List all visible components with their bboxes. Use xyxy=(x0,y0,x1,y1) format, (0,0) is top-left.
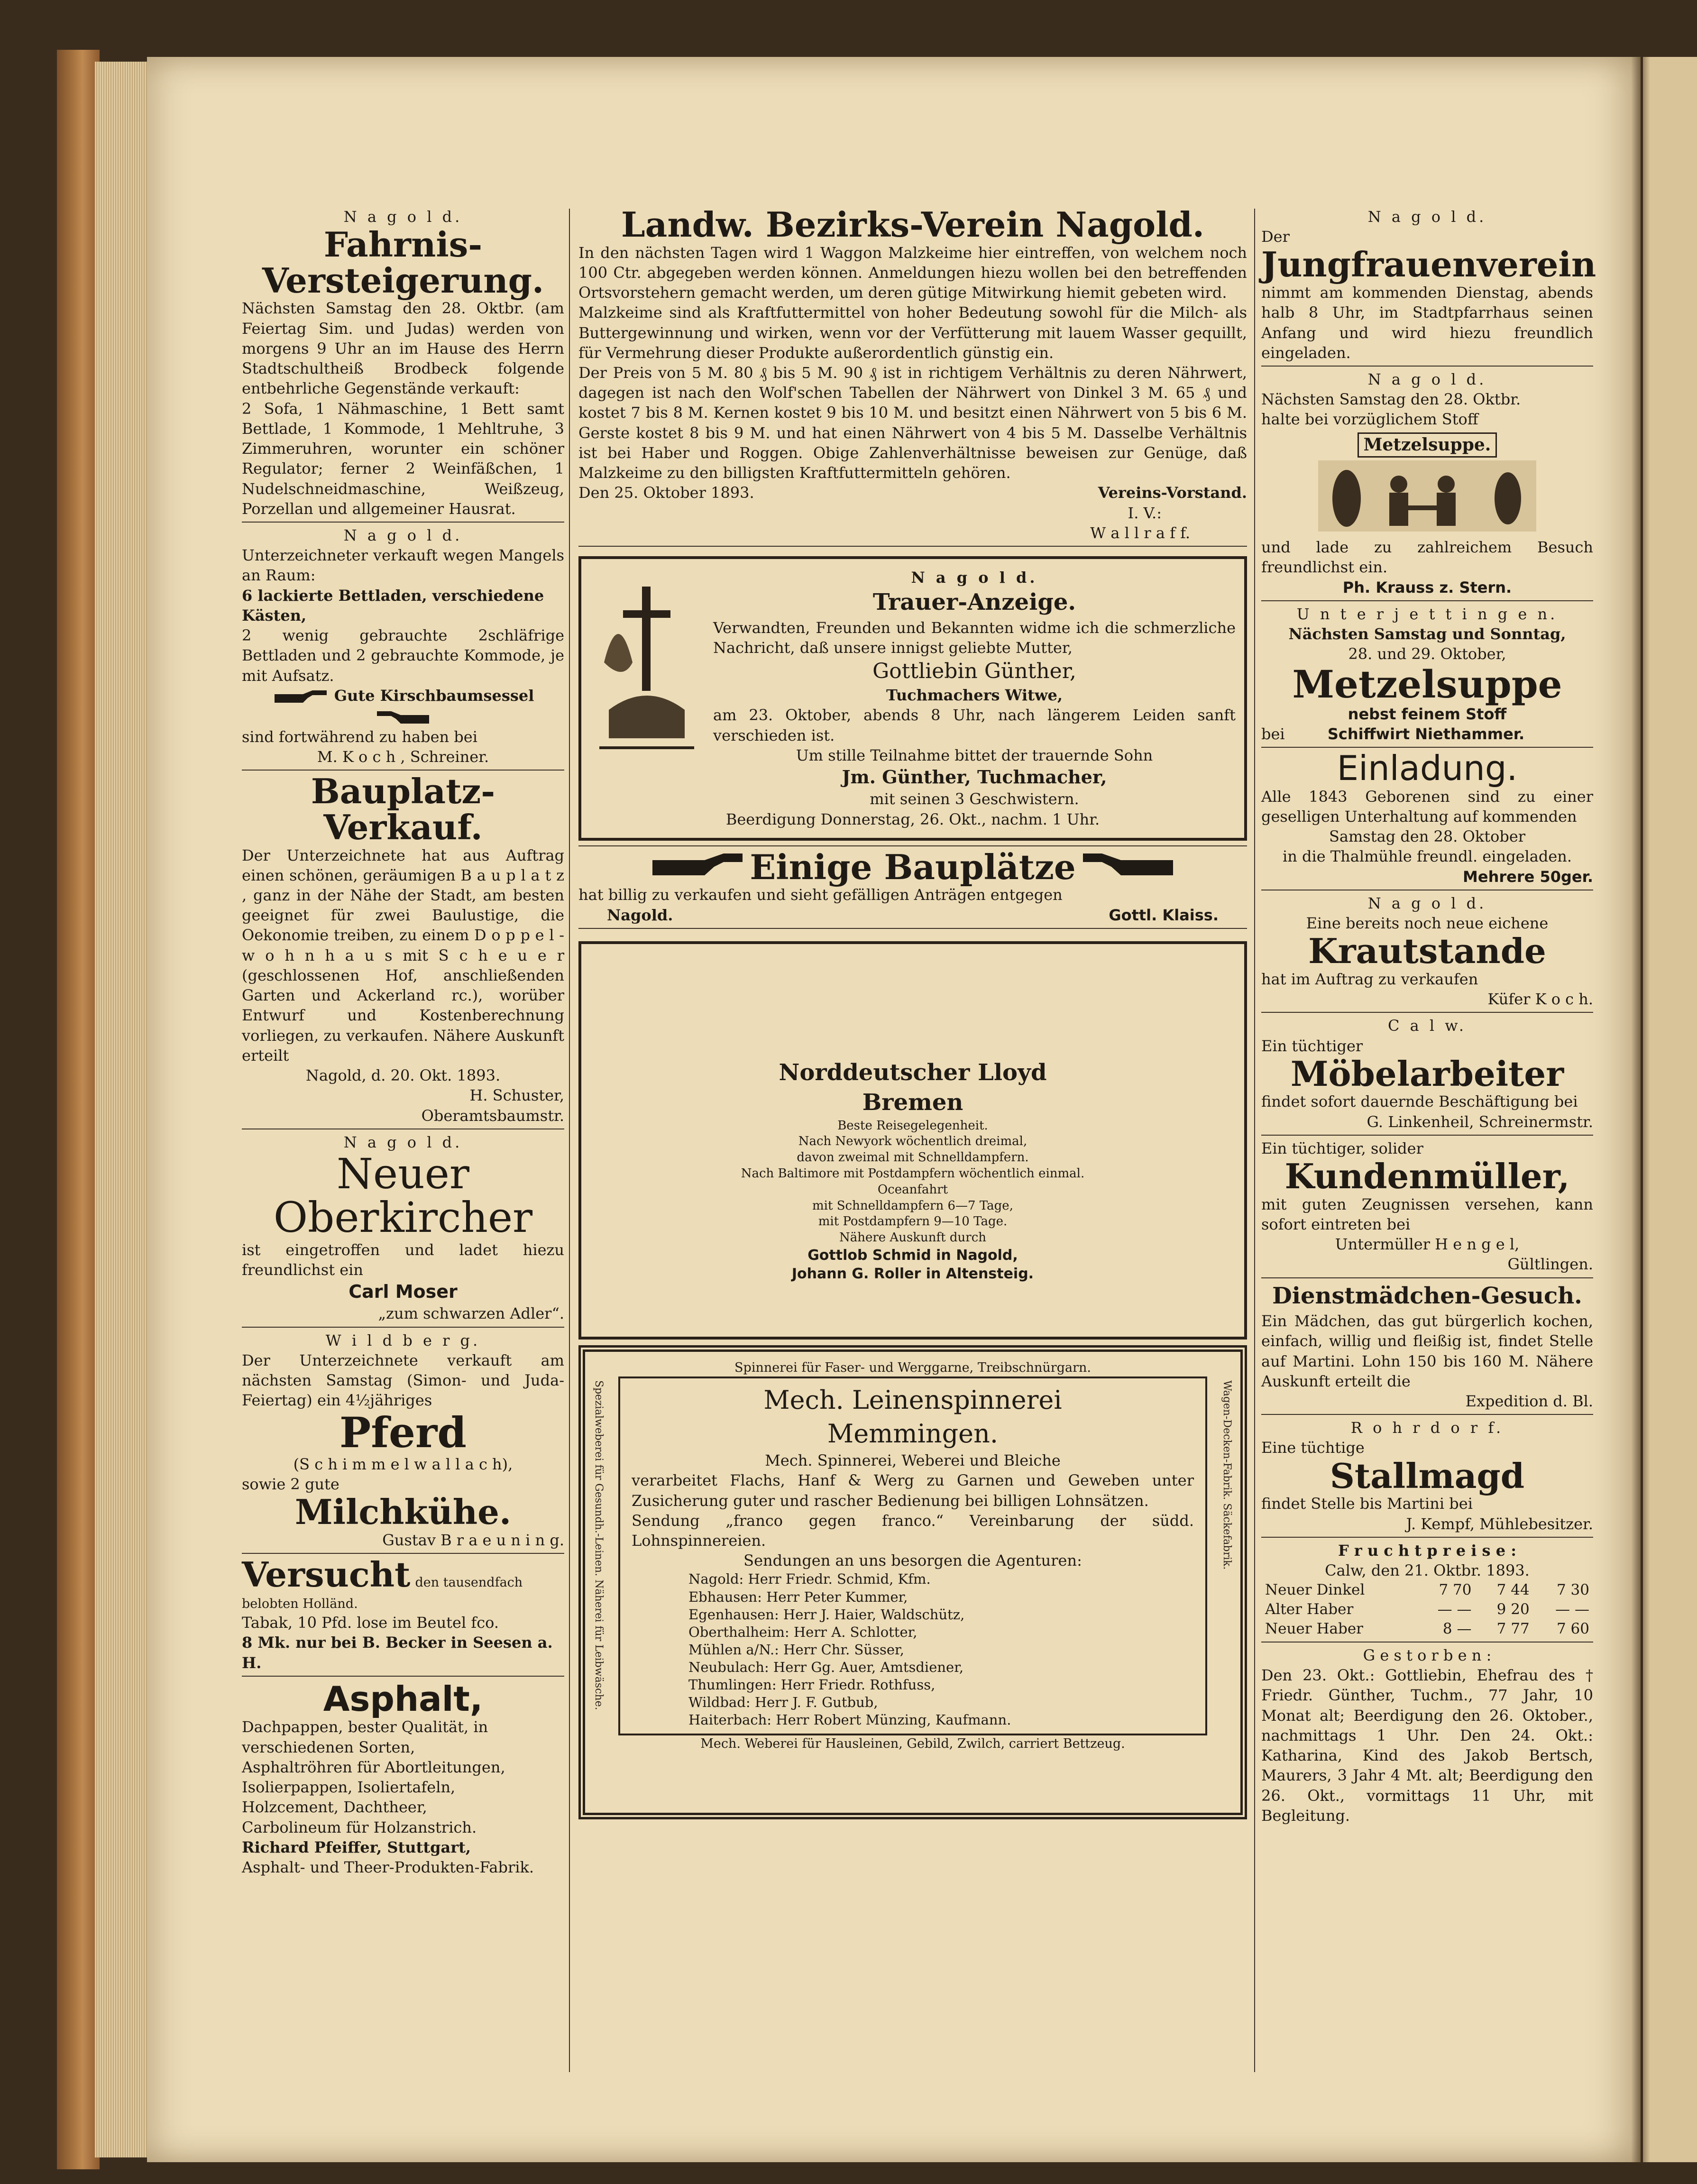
gestorben xyxy=(1261,1643,1593,1826)
ad-signature: Asphalt- und Theer-Produkten-Fabrik. xyxy=(242,1858,534,1877)
ad-funeral: Beerdigung Donnerstag, 26. Okt., nachm. 1 Uhr. xyxy=(725,810,1100,828)
table-row xyxy=(1261,1600,1593,1619)
ad-metzelsuppe-niethammer xyxy=(1261,601,1593,748)
pointing-hand-icon xyxy=(375,708,431,727)
ad-title: Metzelsuppe xyxy=(1292,661,1562,707)
ad-place: N a g o l d. xyxy=(1367,370,1487,388)
tavern-scene-illustration xyxy=(1318,460,1536,532)
ad-line: mit Postdampfern 9—10 Tage. xyxy=(818,1214,1008,1229)
ad-body: Eine bereits noch neue eichene xyxy=(1306,914,1549,933)
ad-lloyd xyxy=(578,941,1247,1340)
column-middle xyxy=(578,204,1247,1825)
ad-tabak xyxy=(242,1554,564,1677)
ad-signature: Gottl. Klaiss. xyxy=(1109,906,1219,924)
ad-highlight: 6 lackierte Bettladen, verschiedene Kästen, xyxy=(242,586,544,624)
ad-title: Verkauf. xyxy=(323,807,483,847)
ad-title: Norddeutscher Lloyd xyxy=(779,1059,1047,1086)
grain-name: Alter Haber xyxy=(1265,1601,1354,1618)
grain-name: Neuer Dinkel xyxy=(1265,1581,1365,1599)
ad-body: Sendungen an uns besorgen die Agenturen: xyxy=(743,1551,1082,1570)
ad-title: Einladung. xyxy=(1337,748,1518,789)
ad-line: Beste Reisegelegenheit. xyxy=(837,1118,988,1133)
ad-signature: Oberamtsbaumstr. xyxy=(421,1106,564,1125)
ad-body: Der Unterzeichnete hat aus Auftrag einen schönen, geräumigen B a u p l a t z , ganz in der Nähe der Stadt, am besten geeignet für zwei Baulustige, die Oekonomie treiben, zu einem D o p p e l - w o h n h a u s mit S c h e u e r (geschlossenen Hof, anschließenden Garten und Ackerland rc.), worüber Entwurf und Kostenberechnung vorliegen, zu verkaufen. Nähere Auskunft erteilt xyxy=(242,846,564,1064)
ad-signature: Schiffwirt Niethammer. xyxy=(1327,725,1525,743)
agent-item: Haiterbach: Herr Robert Münzing, Kaufmann. xyxy=(688,1712,1011,1728)
grain-price: 7 70 xyxy=(1439,1581,1472,1599)
ad-title: Trauer-Anzeige. xyxy=(872,589,1076,616)
ad-signature: mit seinen 3 Geschwistern. xyxy=(870,790,1079,808)
ad-body: am 23. Oktober, abends 8 Uhr, nach längerem Leiden sanft verschieden ist. xyxy=(713,706,1236,744)
ad-title: Dienstmädchen-Gesuch. xyxy=(1272,1282,1582,1309)
facing-page-edge xyxy=(1643,57,1697,2162)
ad-body: (S c h i m m e l w a l l a c h), xyxy=(293,1455,513,1474)
ad-agent: Gottlob Schmid in Nagold, xyxy=(807,1247,1018,1264)
ad-body: Sendung „franco gegen franco.“ Vereinbarung der südd. Lohnspinnereien. xyxy=(632,1511,1194,1550)
ad-title: Pferd xyxy=(339,1407,467,1457)
ad-line: Dachpappen, bester Qualität, in verschiedenen Sorten, xyxy=(242,1718,488,1756)
ad-line: Nach Baltimore mit Postdampfern wöchentlich einmal. xyxy=(741,1166,1085,1181)
ad-body: findet sofort dauernde Beschäftigung bei xyxy=(1261,1092,1578,1111)
fruchtpreise xyxy=(1261,1538,1593,1643)
ad-place: U n t e r j e t t i n g e n. xyxy=(1296,605,1558,623)
ad-body: Tuchmachers Witwe, xyxy=(886,686,1063,705)
grain-price: 7 30 xyxy=(1556,1581,1589,1599)
ad-signature: Expedition d. Bl. xyxy=(1465,1392,1593,1410)
ad-name: Gottliebin Günther, xyxy=(872,659,1076,684)
ad-date: Nagold, d. 20. Okt. 1893. xyxy=(305,1066,501,1085)
ad-body: 2 wenig gebrauchte 2schläfrige Bettladen und 2 gebrauchte Kommode, je mit Aufsatz. xyxy=(242,626,564,685)
column-left xyxy=(242,204,564,1877)
ad-body: Alle 1843 Geborenen sind zu einer geselligen Unterhaltung auf kommenden xyxy=(1261,787,1593,826)
ad-title: Oberkircher xyxy=(273,1193,533,1242)
ad-line: Isolierpappen, Isoliertafeln, xyxy=(242,1778,456,1797)
ad-body: Ein Mädchen, das gut bürgerlich kochen, einfach, willig und fleißig ist, findet Stelle auf Martini. Lohn 150 bis 160 M. Nähere Auskunft erteilt die xyxy=(1261,1312,1593,1390)
ad-place: N a g o l d. xyxy=(911,569,1038,587)
ad-body: Der Preis von 5 M. 80 ₰ bis 5 M. 90 ₰ ist in richtigem Verhältnis zu deren Nährwert, dagegen ist nach den Wolf'schen Tabellen der Nährwert von Dinkel 3 M. 65 ₰ und kostet 7 bis 8 M. Kernen kostet 9 bis 10 M. und besitzt einen Nährwert von 5 bis 6 M. Gerste kostet 8 bis 9 M. und hat einen Nährwert von 4 bis 5 M. Dasselbe Verhältnis ist bei Haber und Roggen. Obige Zahlenverhältnisse beweisen zur Genüge, daß Malzkeime zu den billigsten Kraftfuttermitteln gehören. xyxy=(578,364,1247,482)
ad-signature: Mehrere 50ger. xyxy=(1463,867,1593,886)
ad-date: Samstag den 28. Oktober xyxy=(1329,827,1526,846)
ad-moebelarbeiter xyxy=(1261,1013,1593,1136)
ad-line: mit Schnelldampfern 6—7 Tage, xyxy=(812,1198,1013,1213)
ad-body: Ein tüchtiger xyxy=(1261,1037,1363,1055)
ad-stallmagd xyxy=(1261,1415,1593,1538)
ad-signature: W a l l r a f f. xyxy=(1090,523,1190,542)
ad-bauplaetze xyxy=(578,845,1247,929)
grain-price: — — xyxy=(1437,1601,1472,1618)
ad-line: davon zweimal mit Schnelldampfern. xyxy=(797,1150,1029,1165)
column-rule-1 xyxy=(569,209,570,2072)
ad-body: und lade zu zahlreichem Besuch freundlichst ein. xyxy=(1261,538,1593,577)
ad-title: Landw. Bezirks-Verein Nagold. xyxy=(621,204,1204,245)
ad-body: In den nächsten Tagen wird 1 Waggon Malzkeime hier eintreffen, von welchem noch 100 Ctr. abgegeben werden können. Anmeldungen hiezu wollen bei den betreffenden Ortsvorstehern gemacht werden, um deren gütige Mitwirkung hiemit gebeten wird. xyxy=(578,243,1247,302)
ad-fahrnis xyxy=(242,204,564,523)
ad-body: nimmt am kommenden Dienstag, abends halb 8 Uhr, im Stadtpfarrhaus seinen Anfang und wird hiezu freundlich eingeladen. xyxy=(1261,284,1593,362)
ad-pferd xyxy=(242,1328,564,1554)
agent-item: Ebhausen: Herr Peter Kummer, xyxy=(688,1588,908,1605)
column-rule-2 xyxy=(1254,209,1255,2072)
ad-bettladen xyxy=(242,523,564,771)
grain-name: Neuer Haber xyxy=(1265,1620,1363,1638)
ad-body: hat billig zu verkaufen und sieht gefälligen Anträgen entgegen xyxy=(578,886,1063,904)
ad-body: Ein tüchtiger, solider xyxy=(1261,1139,1423,1157)
ad-place: N a g o l d. xyxy=(343,208,463,226)
ad-title: Fahrnis- xyxy=(323,224,483,265)
ad-line: Nähere Auskunft durch xyxy=(839,1230,987,1245)
ad-signature: Gustav B r a e u n i n g. xyxy=(382,1531,564,1550)
ad-agent: Johann G. Roller in Altensteig. xyxy=(791,1265,1034,1282)
ad-jungfrauenverein xyxy=(1261,204,1596,367)
ad-title: Versteigerung. xyxy=(262,260,544,301)
ad-line: Holzcement, Dachtheer, xyxy=(242,1798,427,1817)
ad-items: 2 Sofa, 1 Nähmaschine, 1 Bett samt Bettlade, 1 Kommode, 1 Mehltruhe, 3 Zimmeruhren, worunter ein schöner Regulator; ferner 2 Weinfäßchen, 1 Nudelschneidmaschine, Weißzeug, Porzellan und allgemeiner Hausrat. xyxy=(242,399,564,518)
ad-signature: I. V.: xyxy=(1128,504,1162,522)
ad-title: Bremen xyxy=(862,1089,963,1116)
ad-body: nebst feinem Stoff xyxy=(1348,705,1507,723)
ad-line: Nach Newyork wöchentlich dreimal, xyxy=(798,1134,1027,1149)
ad-place: W i l d b e r g. xyxy=(325,1331,481,1349)
pointing-hand-left-icon xyxy=(1081,851,1175,879)
ad-top-line: Spinnerei für Faser- und Werggarne, Treibschnürgarn. xyxy=(734,1360,1091,1375)
ad-highlight xyxy=(242,686,564,727)
ad-dienstmaedchen xyxy=(1261,1278,1593,1415)
ad-signature: „zum schwarzen Adler“. xyxy=(378,1304,564,1323)
ad-trauer xyxy=(578,556,1247,841)
book-cover-edge xyxy=(57,50,100,2169)
ad-body: sowie 2 gute xyxy=(242,1475,339,1494)
section-title: G e s t o r b e n : xyxy=(1363,1646,1492,1664)
agent-item: Egenhausen: Herr J. Haier, Waldschütz, xyxy=(688,1606,965,1623)
ad-body: Eine tüchtige xyxy=(1261,1439,1365,1457)
grave-cross-illustration xyxy=(590,568,704,757)
ad-place: N a g o l d. xyxy=(343,526,463,544)
ad-kundenmueller xyxy=(1261,1136,1593,1278)
grain-price: 7 44 xyxy=(1496,1581,1530,1599)
agent-item: Mühlen a/N.: Herr Chr. Süsser, xyxy=(688,1641,904,1658)
agent-item: Neubulach: Herr Gg. Auer, Amtsdiener, xyxy=(688,1659,964,1675)
ad-signature: M. K o c h , Schreiner. xyxy=(317,748,489,766)
ad-body: Nächsten Samstag den 28. Oktbr. (am Feiertag Sim. und Judas) werden von morgens 9 Uhr an im Hause des Herrn Stadtschultheiß Brodbeck folgende entbehrliche Gegenstände verkauft: xyxy=(242,299,564,398)
ad-krautstande xyxy=(1261,890,1593,1013)
ad-place: R o h r d o r f. xyxy=(1350,1419,1504,1437)
ad-bezirksverein xyxy=(578,204,1247,547)
ad-highlight-text: Gute Kirschbaumsessel xyxy=(334,686,534,705)
book-gutter xyxy=(1631,57,1650,2162)
agent-item: Wildbad: Herr J. F. Gutbub, xyxy=(688,1694,878,1711)
ad-title: Milchkühe. xyxy=(294,1492,512,1532)
column-right xyxy=(1261,204,1596,1826)
agent-item: Thumlingen: Herr Friedr. Rothfuss, xyxy=(688,1677,936,1693)
grain-price: 9 20 xyxy=(1496,1601,1530,1618)
ad-line: Carbolineum für Holzanstrich. xyxy=(242,1818,477,1836)
ad-body: halte bei vorzüglichem Stoff xyxy=(1261,410,1478,429)
section-title: F r u c h t p r e i s e : xyxy=(1338,1541,1516,1560)
grain-price: 7 77 xyxy=(1496,1620,1530,1638)
ad-title: Krautstande xyxy=(1308,931,1546,972)
ad-title: Neuer xyxy=(337,1149,469,1199)
ad-body: Tabak, 10 Pfd. lose im Beutel fco. xyxy=(242,1614,499,1632)
ad-body: Verwandten, Freunden und Bekannten widme ich die schmerzliche Nachricht, daß unsere innigst geliebte Mutter, xyxy=(713,618,1236,657)
ad-signature: G. Linkenheil, Schreinermstr. xyxy=(1367,1112,1593,1131)
section-body: Den 23. Okt.: Gottliebin, Ehefrau des † Friedr. Günther, Tuchm., 77 Jahr, 10 Monat alt; Beerdigung den 26. Oktober., nachmittags 1 Uhr. Den 24. Okt.: Katharina, Kind des Jakob Bertsch, Maurers, 3 Jahr 4 Mt. alt; Beerdigung den 26. Okt., vormittags 11 Uhr, mit Begleitung. xyxy=(1261,1666,1593,1825)
agent-list xyxy=(632,1570,1194,1729)
ad-signature: Richard Pfeiffer, Stuttgart, xyxy=(242,1838,471,1856)
ad-signature: Ph. Krauss z. Stern. xyxy=(1342,578,1512,596)
ad-place: N a g o l d. xyxy=(1367,894,1487,912)
section-date: Calw, den 21. Oktbr. 1893. xyxy=(1325,1561,1530,1579)
ad-signature: J. Kempf, Mühlebesitzer. xyxy=(1406,1514,1593,1533)
ad-body: 28. und 29. Oktober, xyxy=(1348,645,1506,663)
ad-body: 8 Mk. nur bei B. Becker in Seesen a. H. xyxy=(242,1633,553,1672)
ad-body: hat im Auftrag zu verkaufen xyxy=(1261,970,1478,988)
page-stack-edges xyxy=(95,62,152,2157)
ad-side-text: Wagen-Decken-Fabrik. Säckefabrik. xyxy=(1221,1380,1233,1570)
grain-price: 7 60 xyxy=(1556,1620,1589,1638)
table-row xyxy=(1261,1619,1593,1639)
ad-signature: H. Schuster, xyxy=(469,1086,564,1105)
price-table xyxy=(1261,1580,1593,1639)
ad-body: in die Thalmühle freundl. eingeladen. xyxy=(1282,847,1572,866)
ad-body: mit guten Zeugnissen versehen, kann sofort eintreten bei xyxy=(1261,1195,1593,1233)
ad-title: Jungfrauenverein xyxy=(1261,244,1596,285)
ad-title: Versucht xyxy=(242,1554,411,1595)
ad-title: Möbelarbeiter xyxy=(1290,1053,1564,1094)
ad-oberkircher xyxy=(242,1129,564,1328)
ad-signature: Vereins-Vorstand. xyxy=(1098,484,1247,502)
ad-line: Oceanfahrt xyxy=(877,1182,948,1197)
ad-place: N a g o l d. xyxy=(1367,208,1487,226)
table-row xyxy=(1261,1580,1593,1600)
ad-body: Unterzeichneter verkauft wegen Mangels an Raum: xyxy=(242,546,564,585)
ad-title: Stallmagd xyxy=(1330,1455,1525,1496)
ad-title: Kundenmüller, xyxy=(1284,1156,1570,1197)
pointing-hand-right-icon xyxy=(650,851,745,879)
ad-body: findet Stelle bis Martini bei xyxy=(1261,1495,1473,1513)
ad-signature: Jm. Günther, Tuchmacher, xyxy=(842,766,1107,788)
ad-body: sind fortwährend zu haben bei xyxy=(242,727,477,746)
ad-signature: Küfer K o c h. xyxy=(1487,990,1593,1009)
ad-asphalt xyxy=(242,1677,564,1877)
ad-body: bei xyxy=(1261,725,1285,743)
ad-title: Asphalt, xyxy=(323,1679,483,1719)
ad-title: Bauplatz- xyxy=(311,771,495,812)
metzelsuppe-sign: Metzelsuppe. xyxy=(1358,432,1497,458)
ad-bottom-line: Mech. Weberei für Hausleinen, Gebild, Zwilch, carriert Bettzeug. xyxy=(700,1736,1125,1752)
ad-leinenspinnerei xyxy=(578,1345,1247,1819)
ad-title: Einige Bauplätze xyxy=(750,846,1076,887)
ad-title: Memmingen. xyxy=(827,1418,999,1449)
ad-body: Nächsten Samstag und Sonntag, xyxy=(1288,625,1566,643)
ad-signature: Untermüller H e n g e l, xyxy=(1335,1235,1520,1254)
ad-body: Malzkeime sind als Kraftfuttermittel von hoher Bedeutung sowohl für die Milch- als Buttergewinnung und wirken, wenn vor der Verfütterung mit lauem Wasser gequillt, für Vermehrung dieser Produkte außerordentlich günstig ein. xyxy=(578,303,1247,362)
ad-place: Nagold. xyxy=(607,906,673,924)
ad-metzelsuppe-stern xyxy=(1261,367,1593,601)
ad-side-text: Spezialweberei für Gesundh.-Leinen. Näherei für Leibwäsche. xyxy=(593,1380,605,1710)
ad-line: Asphaltröhren für Abortleitungen, xyxy=(242,1758,505,1776)
ad-body: Um stille Teilnahme bittet der trauernde Sohn xyxy=(796,746,1153,764)
ad-place: C a l w. xyxy=(1387,1017,1467,1035)
ad-sub: Mech. Spinnerei, Weberei und Bleiche xyxy=(765,1451,1061,1470)
agent-item: Oberthalheim: Herr A. Schlotter, xyxy=(688,1624,917,1640)
ad-body: den tausendfach belobten Holländ. xyxy=(242,1575,523,1611)
grain-price: 8 — xyxy=(1442,1620,1472,1638)
ad-bauplatz xyxy=(242,771,564,1129)
ad-title: Mech. Leinenspinnerei xyxy=(763,1385,1062,1415)
ad-date: Den 25. Oktober 1893. xyxy=(578,484,754,502)
ad-body: ist eingetroffen und ladet hiezu freundlichst ein xyxy=(242,1240,564,1279)
ad-einladung xyxy=(1261,748,1593,890)
grain-price: — — xyxy=(1555,1601,1589,1618)
ad-body: Nächsten Samstag den 28. Oktbr. xyxy=(1261,390,1521,409)
ad-body: Der xyxy=(1261,228,1290,246)
pointing-hand-icon xyxy=(272,687,329,706)
agent-item: Nagold: Herr Friedr. Schmid, Kfm. xyxy=(688,1571,931,1588)
ad-body: verarbeitet Flachs, Hanf & Werg zu Garnen und Geweben unter Zusicherung guter und rascher Bedienung bei billigen Lohnsätzen. xyxy=(632,1471,1194,1510)
ad-signature: Gültlingen. xyxy=(1507,1255,1593,1274)
ad-signature: Carl Moser xyxy=(349,1281,458,1303)
ad-body: Der Unterzeichnete verkauft am nächsten Samstag (Simon- und Juda-Feiertag) ein 4½jähriges xyxy=(242,1351,564,1410)
ad-place: N a g o l d. xyxy=(343,1133,463,1151)
